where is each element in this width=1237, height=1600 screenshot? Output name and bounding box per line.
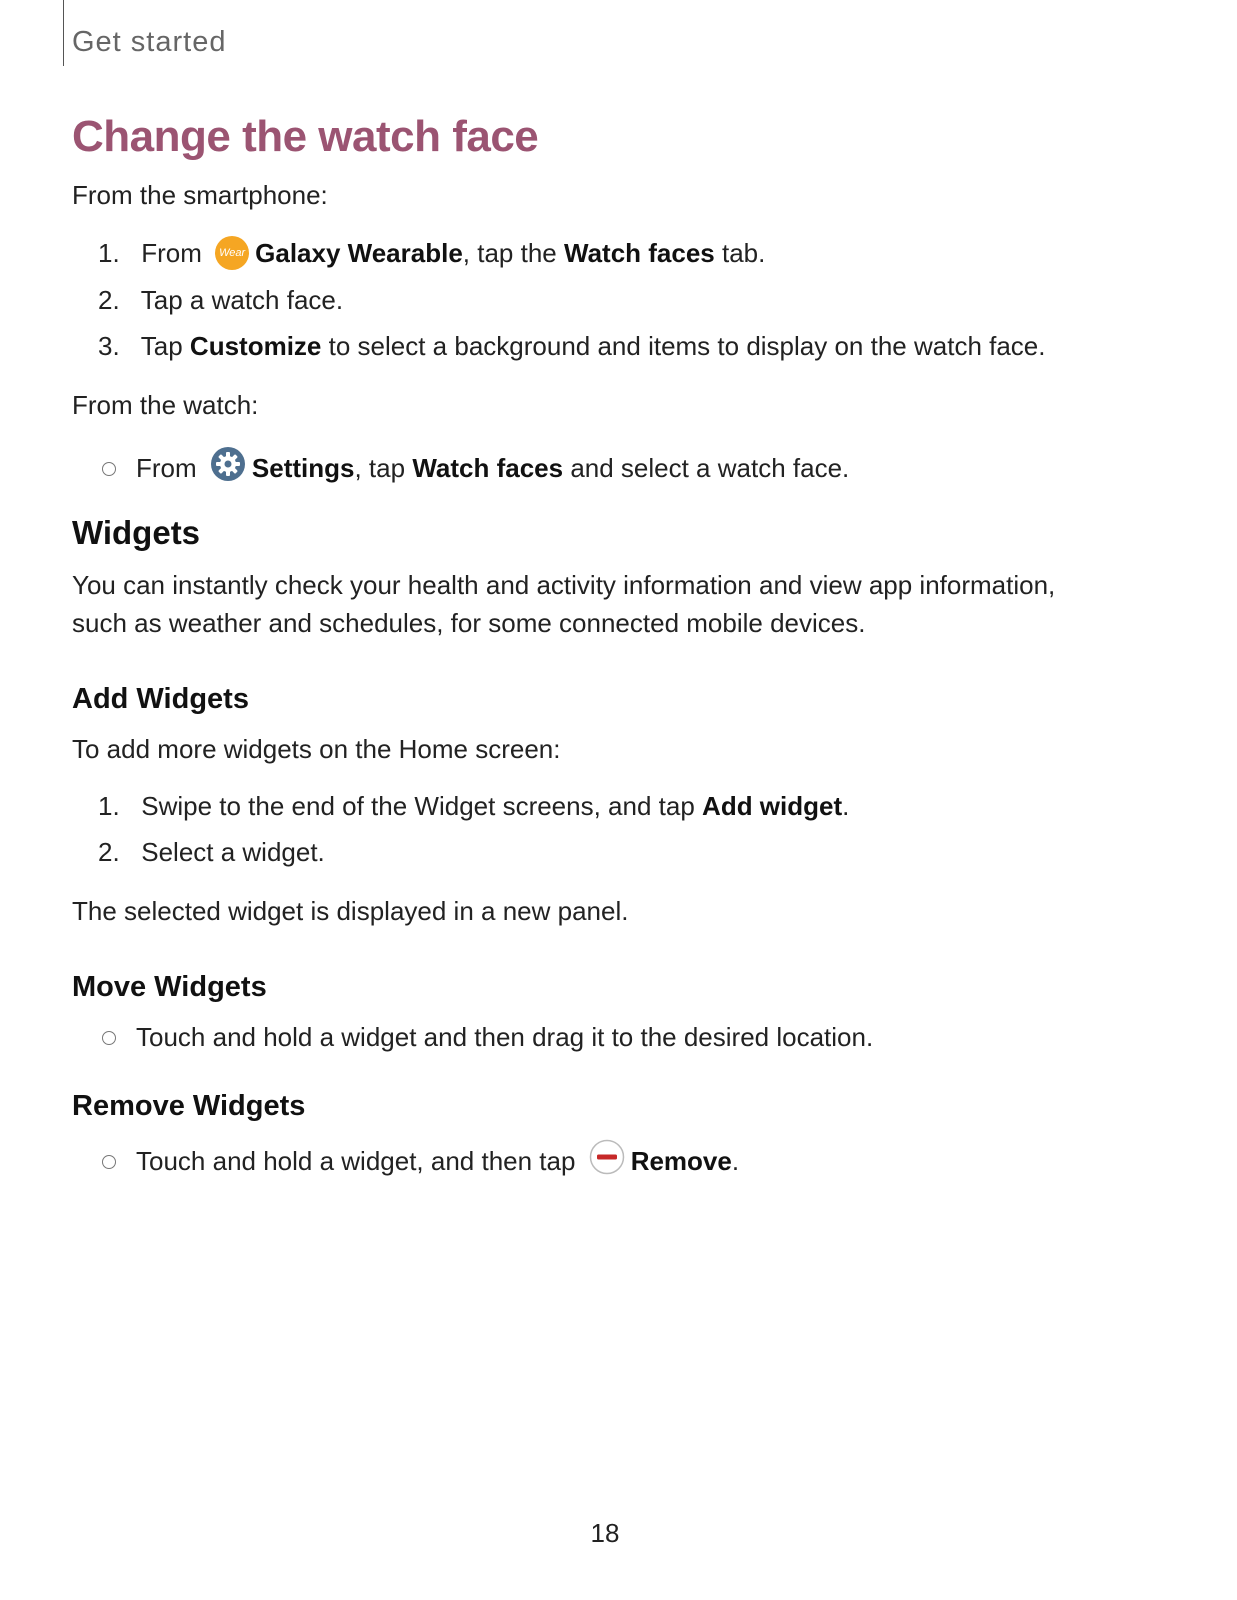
add-widgets-intro: To add more widgets on the Home screen: bbox=[72, 734, 561, 764]
step-text: and select a watch face. bbox=[570, 452, 850, 483]
list-item bbox=[98, 329, 1046, 363]
step-number: 1. bbox=[98, 238, 120, 268]
list-item bbox=[98, 789, 849, 823]
list-item bbox=[98, 446, 849, 494]
step-text: Select a widget. bbox=[141, 837, 325, 867]
tab-name: Watch faces bbox=[564, 238, 715, 268]
option-name: Customize bbox=[189, 331, 322, 361]
widgets-body: You can instantly check your health and activity information and view app information, such as weather and schedules, for some connected mobile devices. bbox=[72, 570, 1056, 638]
page-number: 18 bbox=[590, 1518, 620, 1548]
step-text: , tap the bbox=[462, 238, 557, 268]
step-text: Tap bbox=[140, 331, 183, 361]
bullet-icon bbox=[102, 1031, 116, 1045]
remove-minus-icon bbox=[589, 1139, 625, 1183]
bullet-icon bbox=[102, 462, 116, 476]
step-text: Touch and hold a widget, and then tap bbox=[136, 1145, 576, 1176]
remove-widgets-heading: Remove Widgets bbox=[72, 1090, 306, 1122]
widgets-heading: Widgets bbox=[72, 514, 201, 551]
list-item bbox=[98, 835, 325, 869]
step-text: Tap a watch face. bbox=[140, 285, 344, 315]
app-name: Settings bbox=[251, 452, 355, 483]
smartphone-intro: From the smartphone: bbox=[72, 180, 328, 210]
step-text: to select a background and items to display on the watch face. bbox=[328, 331, 1046, 361]
option-name: Remove bbox=[630, 1145, 732, 1176]
app-name: Galaxy Wearable bbox=[255, 238, 463, 268]
settings-gear-icon bbox=[210, 446, 246, 490]
step-number: 3. bbox=[98, 331, 120, 361]
step-number: 2. bbox=[98, 285, 120, 315]
list-item bbox=[98, 283, 343, 317]
page-title: Change the watch face bbox=[72, 112, 539, 161]
watch-intro: From the watch: bbox=[72, 390, 259, 420]
step-text: tab. bbox=[722, 238, 766, 268]
step-text: Swipe to the end of the Widget screens, and tap bbox=[141, 791, 695, 821]
galaxy-wearable-icon: Wear bbox=[215, 236, 249, 270]
add-widgets-result: The selected widget is displayed in a new panel. bbox=[72, 896, 629, 926]
step-text: . bbox=[731, 1145, 740, 1176]
add-widgets-heading: Add Widgets bbox=[72, 683, 249, 715]
step-text: From bbox=[136, 452, 197, 483]
step-number: 2. bbox=[98, 837, 120, 867]
move-widgets-heading: Move Widgets bbox=[72, 971, 267, 1003]
bullet-icon bbox=[102, 1155, 116, 1169]
list-item bbox=[98, 1020, 873, 1054]
section-label: Get started bbox=[72, 26, 227, 58]
list-item bbox=[98, 1139, 739, 1187]
step-text: , tap bbox=[354, 452, 406, 483]
option-name: Add widget bbox=[702, 791, 843, 821]
list-item bbox=[98, 236, 765, 274]
option-name: Watch faces bbox=[412, 452, 564, 483]
header-divider bbox=[63, 0, 64, 66]
step-number: 1. bbox=[98, 791, 120, 821]
step-text: From bbox=[141, 238, 202, 268]
step-text: Touch and hold a widget and then drag it to the desired location. bbox=[136, 1022, 874, 1052]
step-text: . bbox=[842, 791, 850, 821]
